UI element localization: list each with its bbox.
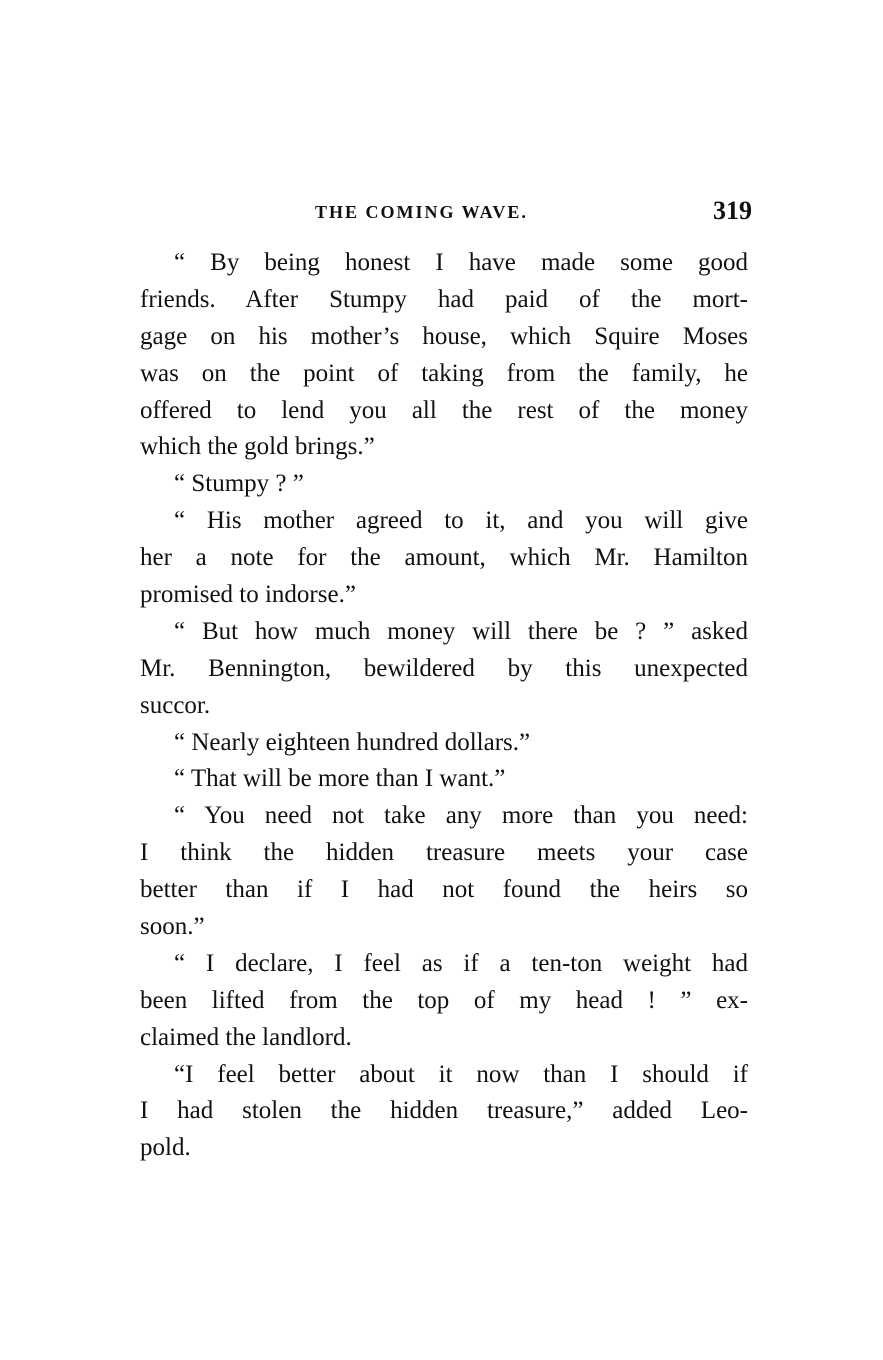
text-line: offered to lend you all the rest of the money	[140, 396, 748, 424]
text-line: “ His mother agreed to it, and you will give	[174, 507, 748, 535]
text-line: I think the hidden treasure meets your case	[140, 839, 748, 867]
text-line: claimed the landlord.	[140, 1023, 352, 1051]
text-line: I had stolen the hidden treasure,” added Leo-	[140, 1097, 748, 1125]
text-line: “ I declare, I feel as if a ten-ton weight had	[174, 949, 748, 977]
text-line: was on the point of taking from the family, he	[140, 359, 748, 387]
text-line: better than if I had not found the heirs so	[140, 876, 748, 904]
text-line: “I feel better about it now than I should if	[174, 1060, 748, 1088]
body-text	[140, 245, 748, 1167]
text-line: succor.	[140, 691, 211, 719]
text-line: her a note for the amount, which Mr. Hamilton	[140, 544, 748, 572]
text-line: soon.”	[140, 913, 205, 941]
running-head	[140, 196, 752, 228]
text-line: “ By being honest I have made some good	[174, 249, 748, 276]
running-title: THE COMING WAVE.	[315, 202, 528, 222]
text-line: “ Nearly eighteen hundred dollars.”	[174, 728, 531, 756]
text-line: which the gold brings.”	[140, 433, 375, 461]
text-line: pold.	[140, 1134, 191, 1162]
text-line: promised to indorse.”	[140, 581, 356, 609]
text-line: “ You need not take any more than you need:	[174, 802, 748, 830]
text-line: Mr. Bennington, bewildered by this unexpected	[140, 654, 748, 682]
page-number: 319	[713, 196, 752, 225]
text-line: “ That will be more than I want.”	[174, 765, 506, 793]
text-line: “ But how much money will there be ? ” asked	[174, 617, 748, 645]
text-line: gage on his mother’s house, which Squire Moses	[140, 322, 748, 350]
text-line: been lifted from the top of my head ! ” ex-	[140, 986, 748, 1014]
text-line: “ Stumpy ? ”	[174, 470, 304, 498]
text-line: friends. After Stumpy had paid of the mort-	[140, 285, 748, 313]
